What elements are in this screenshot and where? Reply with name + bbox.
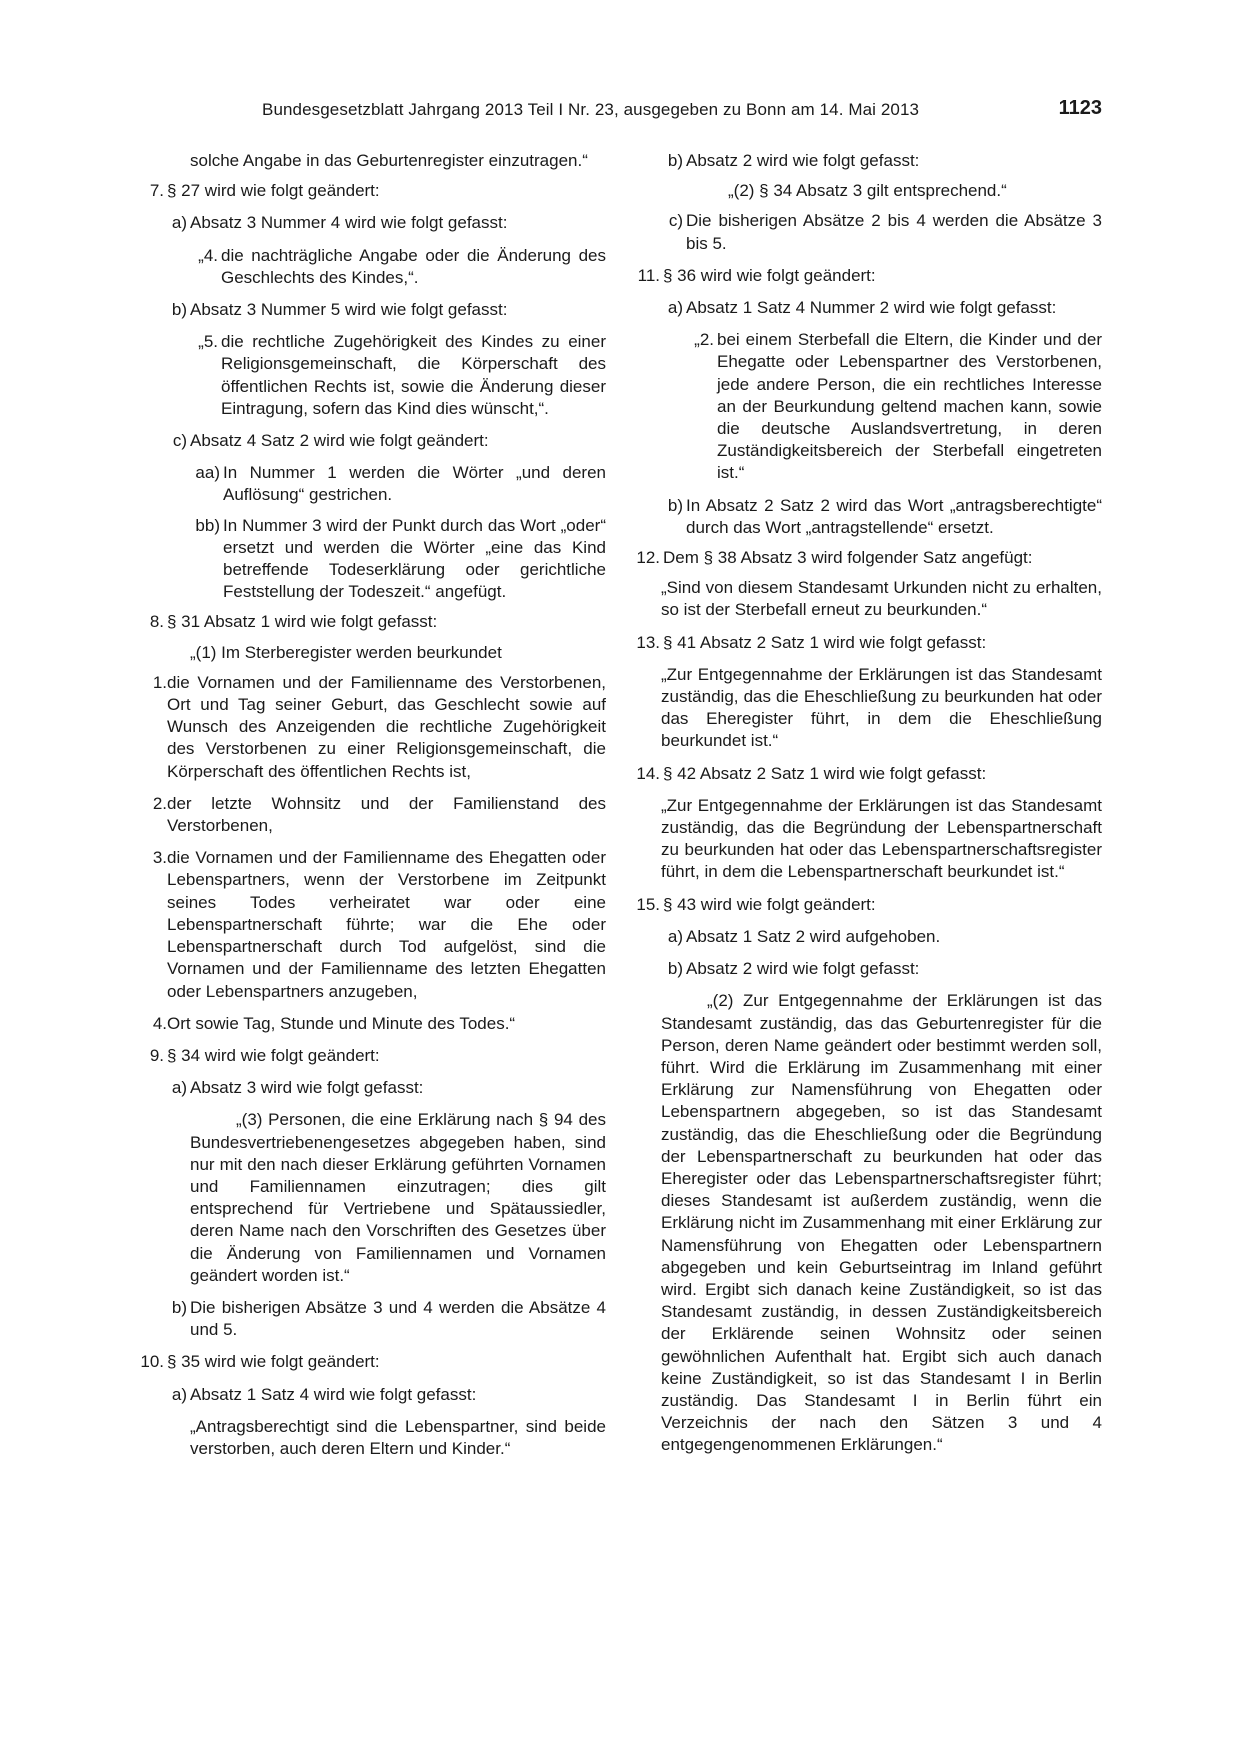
sub-sub-text: In Nummer 1 werden die Wörter „und deren Auflösung“ gestrichen. — [223, 463, 606, 505]
sub-sub-item-bb — [132, 515, 606, 604]
sub-text: Die bisherigen Absätze 2 bis 4 werden die Absätze 3 bis 5. — [686, 211, 1102, 253]
sub-label: a) — [171, 1384, 187, 1404]
sub-item-7c — [132, 430, 606, 452]
sub-sub-label: bb) — [195, 515, 220, 535]
quote-text: die nachträgliche Angabe oder die Änderung des Geschlechts des Kindes,“. — [221, 245, 606, 287]
item-text: Dem § 38 Absatz 3 wird folgender Satz angefügt: — [663, 548, 1033, 568]
sub-label: a) — [667, 298, 683, 318]
quoted-sentence-14: „Zur Entgegennahme der Erklärungen ist das Standesamt zuständig, das die Begründung der Lebenspartnerschaft zu beurkunden hat oder das Lebenspartnerschaftsregister führt, in dem die Lebenspartnerschaft beurkundet ist.“ — [661, 795, 1102, 882]
entry-text: die Vornamen und der Familienname des Verstorbenen, Ort und Tag seiner Geburt, das Geschlecht sowie auf Wunsch des Anzeigenden die rechtliche Zugehörigkeit des Verstorbenen zu einer Religionsgemeinschaft, die Körperschaft des öffentlichen Rechts ist, — [167, 672, 606, 781]
quote-label: „2. — [694, 330, 714, 350]
entry-text: Ort sowie Tag, Stunde und Minute des Todes.“ — [167, 1013, 516, 1033]
sub-text: Absatz 2 wird wie folgt gefasst: — [686, 959, 920, 979]
sub-text: In Absatz 2 Satz 2 wird das Wort „antragsberechtigte“ durch das Wort „antragstellende“ ersetzt. — [686, 495, 1102, 537]
quote-label: „5. — [198, 332, 218, 352]
amendment-item-7 — [132, 180, 606, 202]
amendment-item-13 — [628, 632, 1102, 654]
entry-number: 1. — [152, 672, 167, 692]
entry-text: die Vornamen und der Familienname des Ehegatten oder Lebenspartners, wenn der Verstorbene im Zeitpunkt seines Todes verheiratet war oder eine Lebenspartnerschaft führte; war die Ehe oder Lebenspartnerschaft durch Tod aufgelöst, sind die Vornamen und der Familienname des letzten Ehegatten oder Lebenspartners anzugeben, — [167, 848, 606, 1001]
sub-text: Absatz 2 wird wie folgt gefasst: — [686, 151, 920, 170]
amendment-item-14 — [628, 763, 1102, 785]
item-number: 14. — [636, 763, 660, 783]
page-header — [262, 97, 1102, 130]
gazette-title: Bundesgesetzblatt Jahrgang 2013 Teil I Nr. 23, ausgegeben zu Bonn am 14. Mai 2013 — [262, 100, 920, 119]
item-text: § 34 wird wie folgt geändert: — [167, 1045, 380, 1065]
sub-label: b) — [667, 151, 683, 170]
quoted-sentence-12: „Sind von diesem Standesamt Urkunden nicht zu erhalten, so ist der Sterbefall erneut zu beurkunden.“ — [661, 578, 1102, 620]
quoted-sentence-13: „Zur Entgegennahme der Erklärungen ist das Standesamt zuständig, das die Eheschließung zu beurkunden hat oder das Eheregister führt, in dem die Eheschließung beurkundet ist.“ — [661, 664, 1102, 751]
continued-text: solche Angabe in das Geburtenregister einzutragen.“ — [190, 151, 588, 170]
left-column — [132, 150, 606, 1460]
sub-text: Absatz 3 Nummer 4 wird wie folgt gefasst: — [190, 213, 508, 233]
sub-sub-label: aa) — [195, 463, 220, 483]
quoted-number-5 — [132, 331, 606, 420]
sub-text: Absatz 1 Satz 4 Nummer 2 wird wie folgt gefasst: — [686, 298, 1057, 318]
sub-label: a) — [171, 1078, 187, 1098]
entry-number: 4. — [152, 1013, 167, 1033]
sub-item-11a — [628, 297, 1102, 319]
sub-item-10c — [628, 210, 1102, 254]
item-text: § 43 wird wie folgt geändert: — [663, 894, 876, 914]
amendment-item-12 — [628, 547, 1102, 569]
right-column — [628, 150, 1102, 1457]
item-number: 9. — [149, 1045, 164, 1065]
amendment-item-11 — [628, 265, 1102, 287]
sub-text: Absatz 3 wird wie folgt gefasst: — [190, 1078, 424, 1098]
quoted-sentence: „Antragsberechtigt sind die Lebenspartner, sind beide verstorben, auch deren Eltern und Kinder.“ — [190, 1416, 606, 1458]
item-text: § 31 Absatz 1 wird wie folgt gefasst: — [167, 612, 438, 632]
sub-label: b) — [667, 495, 683, 515]
quoted-paragraph-3: „(3) Personen, die eine Erklärung nach § 94 des Bundesvertriebenengesetzes abgegeben haben, sind nur mit den nach dieser Erklärung geführten Vornamen und Familiennamen einzutragen; dies gilt entsprechend für Vertriebene und Spätaussiedler, deren Name nach den Vorschriften des Gesetzes über die Änderung von Familiennamen und Vornamen geändert worden ist.“ — [190, 1110, 606, 1285]
sub-item-15a — [628, 926, 1102, 948]
sub-item-9a — [132, 1077, 606, 1099]
item-text: § 27 wird wie folgt geändert: — [167, 181, 380, 201]
amendment-item-9 — [132, 1045, 606, 1067]
quoted-number-4 — [132, 245, 606, 289]
sub-item-15b — [628, 958, 1102, 980]
numbered-entry-2 — [132, 793, 606, 837]
entry-text: der letzte Wohnsitz und der Familienstand des Verstorbenen, — [167, 793, 606, 836]
item-number: 15. — [636, 894, 660, 914]
quoted-paragraph-2: „(2) § 34 Absatz 3 gilt entsprechend.“ — [728, 181, 1007, 201]
sub-sub-item-aa — [132, 462, 606, 506]
sub-label: a) — [171, 213, 187, 233]
sub-text: Absatz 1 Satz 2 wird aufgehoben. — [686, 926, 941, 946]
amendment-item-15 — [628, 894, 1102, 916]
item-number: 12. — [636, 548, 660, 568]
sub-text: Die bisherigen Absätze 3 und 4 werden die Absätze 4 und 5. — [190, 1297, 606, 1340]
sub-item-7a — [132, 212, 606, 234]
quote-text: die rechtliche Zugehörigkeit des Kindes zu einer Religionsgemeinschaft, die Körperschaft des öffentlichen Rechts ist, sowie die Änderung dieser Eintragung, sofern das Kind dies wünscht,“. — [221, 332, 606, 418]
sub-label: c) — [172, 431, 187, 451]
sub-text: Absatz 4 Satz 2 wird wie folgt geändert: — [190, 431, 489, 451]
numbered-entry-3 — [132, 847, 606, 1002]
numbered-entry-1 — [132, 672, 606, 783]
item-number: 11. — [637, 265, 660, 285]
sub-item-10b — [628, 150, 1102, 172]
sub-text: Absatz 3 Nummer 5 wird wie folgt gefasst: — [190, 300, 508, 320]
sub-label: b) — [171, 300, 187, 320]
amendment-item-10 — [132, 1351, 606, 1373]
sub-item-9b — [132, 1297, 606, 1341]
page-number: 1123 — [1058, 97, 1102, 119]
sub-label: b) — [667, 959, 683, 979]
item-text: § 35 wird wie folgt geändert: — [167, 1352, 380, 1372]
item-number: 10. — [140, 1352, 164, 1372]
sub-label: a) — [667, 926, 683, 946]
entry-number: 2. — [152, 793, 167, 813]
item-number: 7. — [149, 181, 164, 201]
quoted-paragraph-2-long: „(2) Zur Entgegennahme der Erklärungen ist das Standesamt zuständig, das das Geburtenregister für die Person, deren Name geändert oder bestimmt werden soll, führt. Wird die Erklärung im Zusammenhang mit einer Erklärung zur Namensführung von Ehegatten oder Lebenspartnern abgegeben, so ist das Standesamt zuständig, das die Eheschließung oder die Begründung der Lebenspartnerschaft zu beurkunden hat oder das Eheregister oder das Lebenspartnerschaftsregister führt; dieses Standesamt ist außerdem zuständig, wenn die Erklärung nicht im Zusammenhang mit einer Erklärung zur Namensführung von Ehegatten oder Lebenspartnern abgegeben und kein Geburtseintrag im Inland geführt wird. Ergibt sich danach keine Zuständigkeit, so ist das Standesamt zuständig, in dessen Zuständigkeitsbereich der Erklärende seinen Wohnsitz oder seinen gewöhnlichen Aufenthalt hat. Ergibt sich auch danach keine Zuständigkeit, so ist das Standesamt I in Berlin zuständig. Das Standesamt I in Berlin führt ein Verzeichnis der nach den Sätzen 3 und 4 entgegengenommenen Erklärungen.“ — [661, 991, 1102, 1455]
sub-item-10a — [132, 1384, 606, 1406]
entry-number: 3. — [152, 848, 167, 868]
sub-item-7b — [132, 299, 606, 321]
item-number: 13. — [636, 632, 660, 652]
item-text: § 42 Absatz 2 Satz 1 wird wie folgt gefasst: — [663, 763, 987, 783]
numbered-entry-4 — [132, 1013, 606, 1035]
sub-text: Absatz 1 Satz 4 wird wie folgt gefasst: — [190, 1384, 477, 1404]
item-text: § 41 Absatz 2 Satz 1 wird wie folgt gefasst: — [663, 632, 987, 652]
quote-label: „4. — [198, 245, 218, 265]
amendment-item-8 — [132, 611, 606, 633]
quoted-paragraph-1: „(1) Im Sterberegister werden beurkundet — [190, 642, 502, 662]
quote-text: bei einem Sterbefall die Eltern, die Kinder und der Ehegatte oder Lebenspartner des Verstorbenen, jede andere Person, die ein rechtliches Interesse an der Beurkundung geltend machen kann, sowie die deutsche Auslandsvertretung, in deren Zuständigkeitsbereich der Sterbefall eingetreten ist.“ — [717, 330, 1102, 483]
item-number: 8. — [149, 612, 164, 632]
item-text: § 36 wird wie folgt geändert: — [663, 265, 876, 285]
quoted-number-2 — [628, 329, 1102, 484]
sub-label: b) — [171, 1297, 187, 1317]
sub-label: c) — [668, 211, 683, 231]
sub-sub-text: In Nummer 3 wird der Punkt durch das Wort „oder“ ersetzt und werden die Wörter „eine das Kind betreffende Todeserklärung oder gerichtliche Feststellung der Todeszeit.“ angefügt. — [223, 515, 606, 602]
sub-item-11b — [628, 495, 1102, 539]
